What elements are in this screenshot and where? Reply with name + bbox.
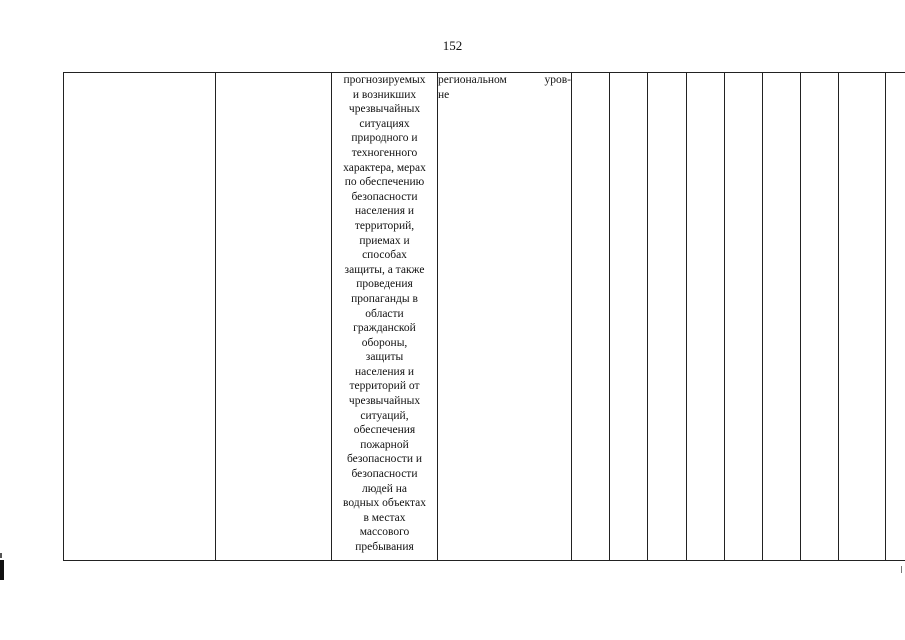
description-line: приемах и <box>359 234 410 247</box>
description-line: природного и <box>351 132 418 145</box>
table-cell-13 <box>886 73 905 561</box>
description-line: населения и <box>354 365 415 378</box>
description-line: людей на <box>362 482 407 495</box>
description-line: безопасности и <box>346 453 423 466</box>
level-line: не <box>438 88 450 101</box>
level-line: региональном уров- <box>438 74 571 86</box>
description-line: безопасности <box>351 190 418 203</box>
description-line: пропаганды в <box>351 292 418 305</box>
table-cell-1 <box>64 73 216 561</box>
table-cell-8 <box>687 73 725 561</box>
scan-artifact-mark <box>901 566 902 573</box>
description-line: гражданской <box>353 322 416 335</box>
description-line: защиты, а также <box>344 263 425 276</box>
description-line: техногенного <box>351 146 418 159</box>
description-line: территорий от <box>349 380 420 393</box>
table-cell-7 <box>648 73 687 561</box>
description-line: населения и <box>354 205 415 218</box>
description-line: чрезвычайных <box>348 395 421 408</box>
table-cell-description <box>332 73 438 561</box>
table-cell-11 <box>801 73 839 561</box>
scan-artifact-mark <box>0 560 4 580</box>
description-line: прогнозируемых <box>343 74 426 86</box>
description-line: пожарной <box>360 438 409 451</box>
description-line: чрезвычайных <box>348 103 421 116</box>
description-line: ситуациях <box>359 117 410 130</box>
table-cell-2 <box>216 73 332 561</box>
description-line: и возникших <box>352 88 417 101</box>
document-table <box>63 72 905 561</box>
description-line: способах <box>362 249 407 262</box>
description-line: массового <box>359 526 410 539</box>
page-number: 152 <box>442 38 463 53</box>
description-line: области <box>365 307 404 320</box>
description-line: проведения <box>356 278 413 291</box>
table-cell-12 <box>839 73 886 561</box>
description-line: по обеспечению <box>344 176 425 189</box>
description-line: характера, мерах <box>343 161 426 174</box>
table-cell-level <box>438 73 572 561</box>
description-line: водных объектах <box>343 497 426 510</box>
description-line: обеспечения <box>353 424 416 437</box>
table-cell-6 <box>610 73 648 561</box>
description-line: в местах <box>363 511 406 524</box>
description-line: защиты <box>365 351 404 364</box>
table-cell-9 <box>725 73 763 561</box>
description-line: безопасности <box>351 468 418 481</box>
level-text <box>438 73 571 102</box>
description-line: территорий, <box>354 219 415 232</box>
scan-artifact-mark <box>0 553 2 558</box>
table-cell-5 <box>572 73 610 561</box>
description-line: пребывания <box>355 541 414 553</box>
table-row <box>64 73 905 561</box>
description-line: обороны, <box>361 336 408 349</box>
description-line: ситуаций, <box>360 409 409 422</box>
table-cell-10 <box>763 73 801 561</box>
description-text <box>332 73 437 555</box>
